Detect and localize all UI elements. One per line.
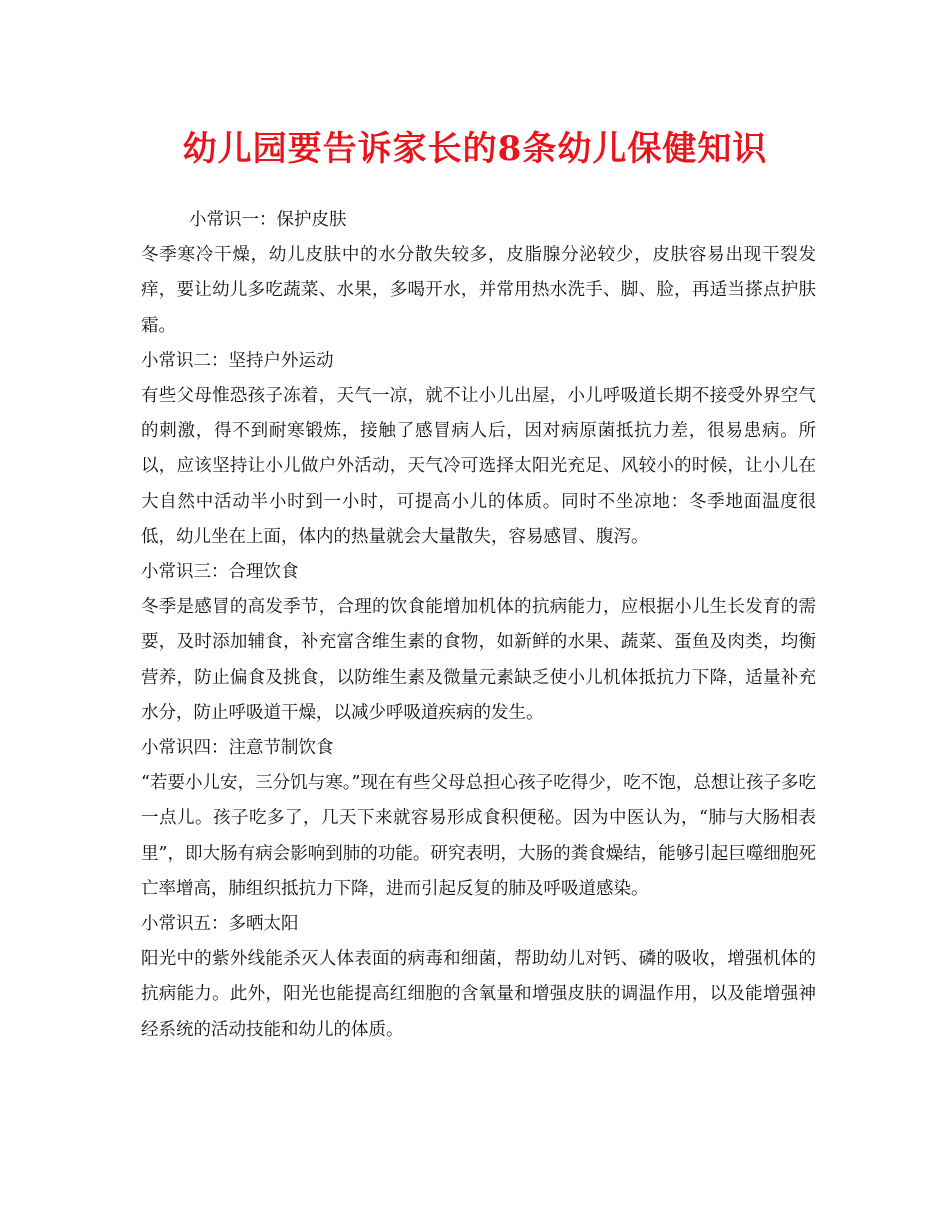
section-paragraph: 冬季是感冒的高发季节，合理的饮食能增加机体的抗病能力，应根据小儿生长发育的需要，及时添加辅食，补充富含维生素的食物，如新鲜的水果、蔬菜、蛋鱼及肉类，均衡营养，防止偏食及挑食，以防维生素及微量元素缺乏使小儿机体抵抗力下降，适量补充水分，防止呼吸道干燥，以减少呼吸道疾病的发生。 bbox=[141, 597, 816, 723]
section-paragraph: 有些父母惟恐孩子冻着，天气一凉，就不让小儿出屋，小儿呼吸道长期不接受外界空气的刺激，得不到耐寒锻炼，接触了感冒病人后，因对病原菌抵抗力差，很易患病。所以，应该坚持让小儿做户外活动，天气冷可选择太阳光充足、风较小的时候，让小儿在大自然中活动半小时到一小时，可提高小儿的体质。同时不坐凉地：冬季地面温度很低，幼儿坐在上面，体内的热量就会大量散失，容易感冒、腹泻。 bbox=[141, 386, 816, 547]
document-body bbox=[141, 203, 816, 1048]
document-title: 幼儿园要告诉家长的8条幼儿保健知识 bbox=[182, 129, 768, 169]
section-heading: 小常识三：合理饮食 bbox=[141, 562, 299, 583]
section-heading: 小常识一：保护皮肤 bbox=[189, 210, 347, 230]
section-paragraph: 冬季寒冷干燥，幼儿皮肤中的水分散失较多，皮脂腺分泌较少，皮肤容易出现干裂发痒，要让幼儿多吃蔬菜、水果，多喝开水，并常用热水洗手、脚、脸，再适当搽点护肤霜。 bbox=[141, 245, 816, 336]
section-heading: 小常识四：注意节制饮食 bbox=[141, 738, 334, 759]
section-paragraph: 阳光中的紫外线能杀灭人体表面的病毒和细菌，帮助幼儿对钙、磷的吸收，增强机体的抗病能力。此外，阳光也能提高红细胞的含氧量和增强皮肤的调温作用，以及能增强神经系统的活动技能和幼儿的体质。 bbox=[141, 949, 816, 1040]
section-heading: 小常识二：坚持户外运动 bbox=[141, 350, 334, 371]
section-heading: 小常识五：多晒太阳 bbox=[141, 914, 299, 935]
section-paragraph: “若要小儿安，三分饥与寒。”现在有些父母总担心孩子吃得少，吃不饱，总想让孩子多吃一点儿。孩子吃多了，几天下来就容易形成食积便秘。因为中医认为，“肺与大肠相表里”，即大肠有病会影响到肺的功能。研究表明，大肠的粪食燥结，能够引起巨噬细胞死亡率增高，肺组织抵抗力下降，进而引起反复的肺及呼吸道感染。 bbox=[141, 773, 816, 899]
